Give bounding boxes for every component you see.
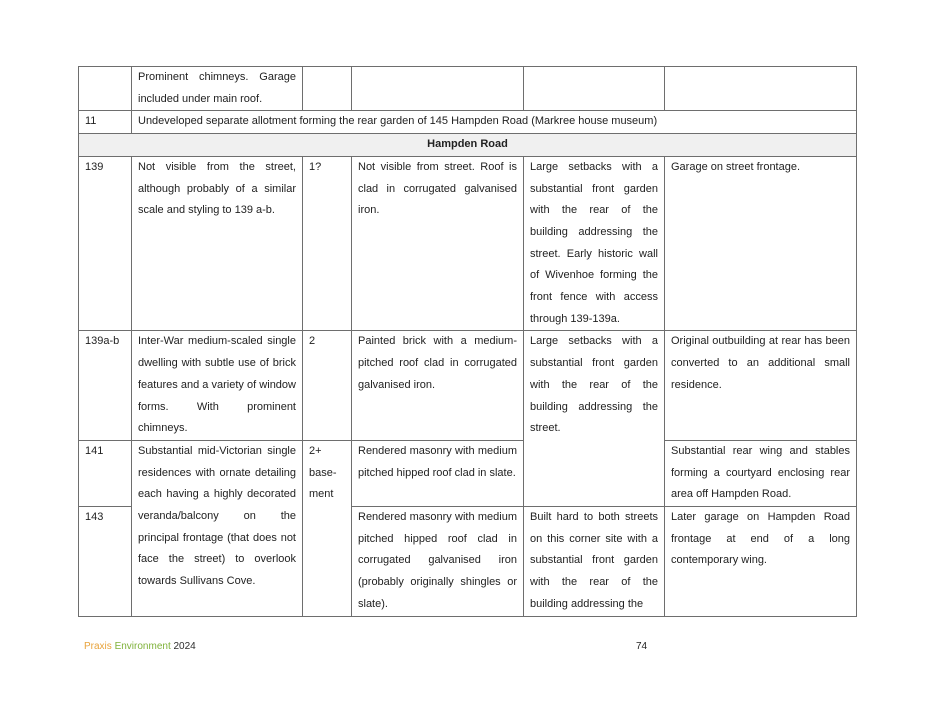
table-row-141 [79,440,857,506]
cell-materials: Rendered masonry with medium pitched hipped roof clad in corrugated galvanised iron (probably originally shingles or slate). [352,507,524,617]
footer-brand [84,641,196,652]
page-number: 74 [636,641,648,652]
cell-notes: Original outbuilding at rear has been converted to an additional small residence. [665,331,857,441]
table-row-139 [79,156,857,331]
section-heading: Hampden Road [79,134,857,157]
cell-setting [524,67,665,111]
cell-notes: Substantial rear wing and stables forming a courtyard enclosing rear area off Hampden Road. [665,440,857,506]
storeys-line: base- [309,466,337,479]
cell-id: 139a-b [79,331,132,441]
table-row-139a-b [79,331,857,441]
storeys-line: 2+ [309,444,322,457]
cell-storeys [303,67,352,111]
cell-id [79,67,132,111]
cell-description: Substantial mid-Victorian single residences with ornate detailing each having a highly decorated veranda/balcony on the principal frontage (that does not face the street) to overlook towards Sullivans Cove. [132,440,303,616]
cell-notes: Later garage on Hampden Road frontage at end of a long contemporary wing. [665,507,857,617]
cell-description: Inter-War medium-scaled single dwelling with subtle use of brick features and a variety of window forms. With prominent chimneys. [132,331,303,441]
heritage-inventory-table [78,66,857,617]
cell-setting: Large setbacks with a substantial front garden with the rear of the building addressing the street. [524,331,665,507]
cell-setting: Built hard to both streets on this corner site with a substantial front garden with the rear of the building addressing the [524,507,665,617]
cell-description: Not visible from the street, although probably of a similar scale and styling to 139 a-b. [132,156,303,331]
cell-id: 141 [79,440,132,506]
storeys-line: ment [309,488,334,501]
table-row-continued [79,67,857,111]
footer-year: 2024 [173,641,196,652]
cell-notes [665,67,857,111]
cell-notes: Garage on street frontage. [665,156,857,331]
cell-materials: Rendered masonry with medium pitched hipped roof clad in slate. [352,440,524,506]
cell-id: 11 [79,111,132,134]
cell-setting: Large setbacks with a substantial front garden with the rear of the building addressing the street. Early historic wall of Wivenhoe forming the front fence with access through 139-139a. [524,156,665,331]
cell-id: 139 [79,156,132,331]
cell-storeys [303,440,352,616]
cell-description: Undeveloped separate allotment forming the rear garden of 145 Hampden Road (Markree house museum) [132,111,857,134]
cell-storeys: 1? [303,156,352,331]
footer-brand-name: Praxis [84,641,112,652]
section-heading-row [79,134,857,157]
cell-storeys: 2 [303,331,352,441]
cell-id: 143 [79,507,132,617]
cell-materials [352,67,524,111]
table-row-11 [79,111,857,134]
cell-description: Prominent chimneys. Garage included under main roof. [132,67,303,111]
cell-materials: Not visible from street. Roof is clad in corrugated galvanised iron. [352,156,524,331]
cell-materials: Painted brick with a medium-pitched roof clad in corrugated galvanised iron. [352,331,524,441]
footer-brand-suffix: Environment [114,641,171,652]
